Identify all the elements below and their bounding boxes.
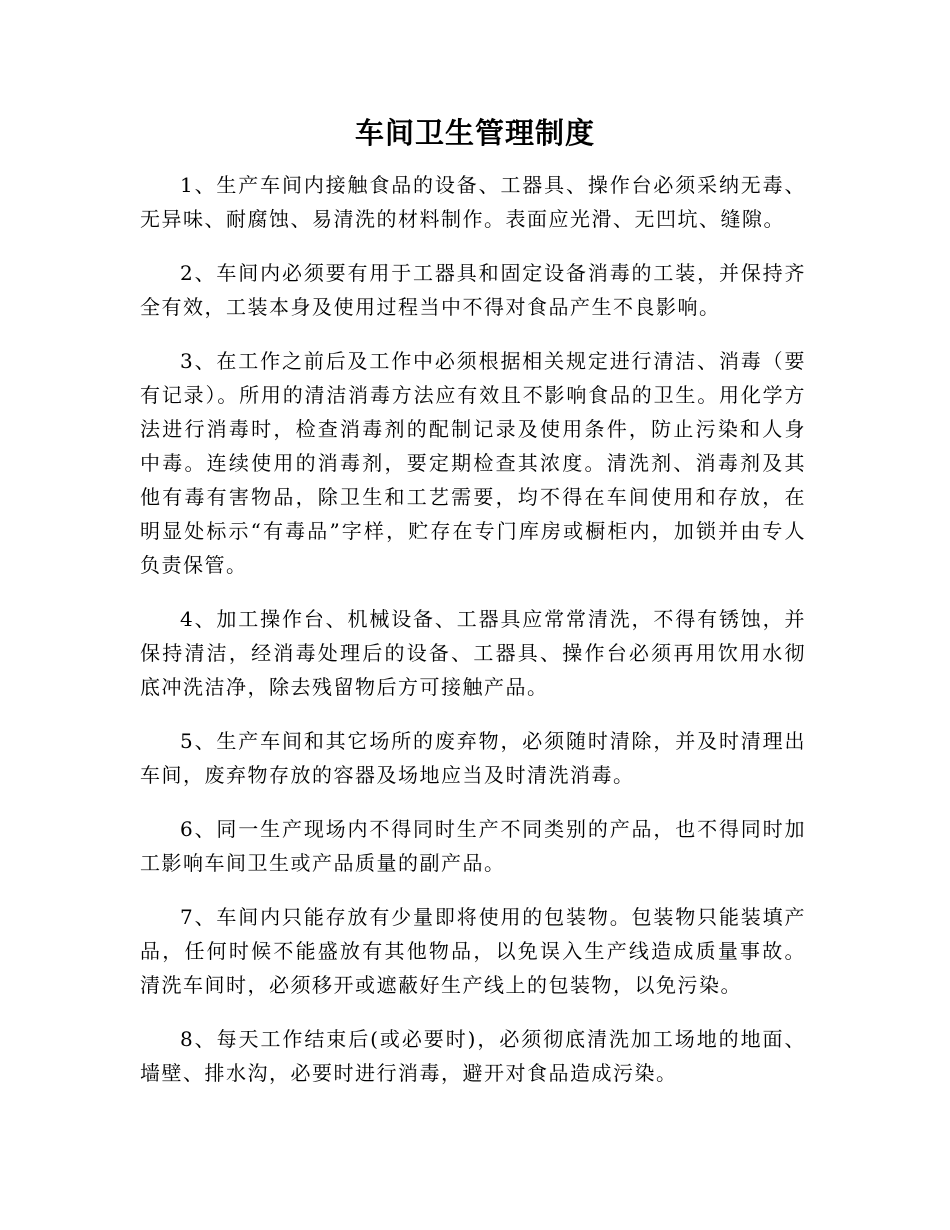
paragraph-3: 3、在工作之前后及工作中必须根据相关规定进行清洁、消毒（要有记录）。所用的清洁消毒方法应有效且不影响食品的卫生。用化学方法进行消毒时，检查消毒剂的配制记录及使用条件，防止污染和人身中毒。连续使用的消毒剂，要定期检查其浓度。清洗剂、消毒剂及其他有毒有害物品，除卫生和工艺需要，均不得在车间使用和存放，在明显处标示“有毒品”字样，贮存在专门库房或橱柜内，加锁并由专人负责保管。 <box>140 349 806 577</box>
paragraph-1: 1、生产车间内接触食品的设备、工器具、操作台必须采纳无毒、无异味、耐腐蚀、易清洗的材料制作。表面应光滑、无凹坑、缝隙。 <box>140 173 806 231</box>
document-title: 车间卫生管理制度 <box>354 116 595 150</box>
paragraph-5: 5、生产车间和其它场所的废弃物，必须随时清除，并及时清理出车间，废弃物存放的容器及场地应当及时清洗消毒。 <box>140 729 806 787</box>
document-body <box>140 168 806 1110</box>
paragraph-2: 2、车间内必须要有用于工器具和固定设备消毒的工装，并保持齐全有效，工装本身及使用过程当中不得对食品产生不良影响。 <box>140 261 806 319</box>
paragraph-6: 6、同一生产现场内不得同时生产不同类别的产品，也不得同时加工影响车间卫生或产品质量的副产品。 <box>140 817 806 875</box>
paragraph-7: 7、车间内只能存放有少量即将使用的包装物。包装物只能装填产品，任何时候不能盛放有其他物品，以免误入生产线造成质量事故。清洗车间时，必须移开或遮蔽好生产线上的包装物，以免污染。 <box>140 905 806 997</box>
paragraph-8: 8、每天工作结束后(或必要时)，必须彻底清洗加工场地的地面、墙壁、排水沟，必要时进行消毒，避开对食品造成污染。 <box>140 1027 806 1085</box>
paragraph-4: 4、加工操作台、机械设备、工器具应常常清洗，不得有锈蚀，并保持清洁，经消毒处理后的设备、工器具、操作台必须再用饮用水彻底冲洗洁净，除去残留物后方可接触产品。 <box>140 607 806 699</box>
